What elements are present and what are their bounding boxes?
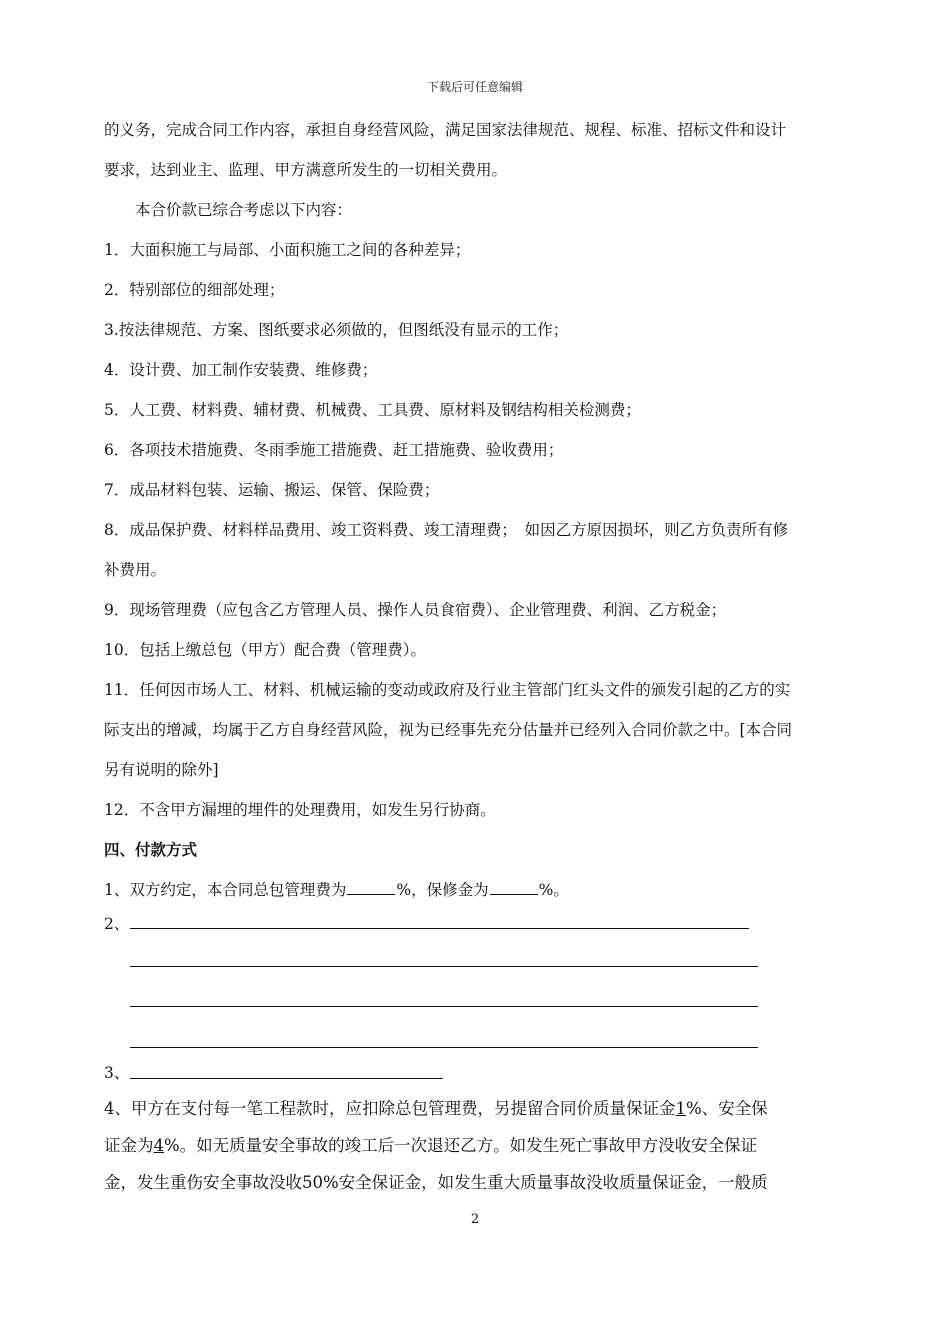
list-item-8-line-2: 补费用。 [104, 561, 167, 579]
intro-line: 本合价款已综合考虑以下内容： [135, 201, 353, 219]
list-item-12: 12．不含甲方漏埋的埋件的处理费用，如发生另行协商。 [104, 801, 496, 819]
list-item-11-line-2: 际支出的增减，均属于乙方自身经营风险，视为已经事先充分估量并已经列入合同价款之中。[本合同 [104, 721, 793, 739]
list-item-9: 9．现场管理费（应包含乙方管理人员、操作人员食宿费）、企业管理费、利润、乙方税金； [104, 601, 727, 619]
payment-clause-3-label: 3、 [104, 1064, 130, 1082]
list-item-10: 10．包括上缴总包（甲方）配合费（管理费）。 [104, 641, 426, 659]
blank-line [130, 1006, 758, 1007]
list-item-5: 5．人工费、材料费、辅材费、机械费、工具费、原材料及钢结构相关检测费； [104, 401, 641, 419]
payment-clause-2-label: 2、 [104, 915, 130, 933]
clause-text: 1、双方约定，本合同总包管理费为 [104, 881, 347, 899]
clause-text: %，保修金为 [396, 881, 489, 899]
text-line [104, 1127, 854, 1164]
list-item-8-line-1: 8．成品保护费、材料样品费用、竣工资料费、竣工清理费； 如因乙方原因损坏，则乙方负责所有修 [104, 521, 789, 539]
safety-deposit-rate: 4 [153, 1136, 164, 1155]
clause-text: %。 [538, 881, 569, 899]
quality-deposit-rate: 1 [675, 1099, 686, 1118]
body-paragraph-continuation [104, 110, 854, 910]
list-item-6: 6．各项技术措施费、冬雨季施工措施费、赶工措施费、验收费用； [104, 441, 564, 459]
clause-text: 4、甲方在支付每一笔工程款时，应扣除总包管理费，另提留合同价质量保证金 [104, 1099, 676, 1118]
text-line: 金，发生重伤安全事故没收50%安全保证金，如发生重大质量事故没收质量保证金，一般质 [104, 1173, 768, 1192]
payment-clause-1 [104, 870, 854, 910]
section-heading: 四、付款方式 [104, 840, 198, 859]
page-header: 下载后可任意编辑 [426, 80, 523, 94]
clause-text: %、安全保 [686, 1099, 768, 1118]
list-item-11-line-1: 11．任何因市场人工、材料、机械运输的变动或政府及行业主管部门红头文件的颁发引起的乙方的实 [104, 681, 791, 699]
text-line [104, 1090, 854, 1127]
blank-line [130, 928, 749, 929]
list-item-11-line-3: 另有说明的除外] [104, 761, 219, 779]
clause-text: %。如无质量安全事故的竣工后一次退还乙方。如发生死亡事故甲方没收安全保证 [164, 1136, 758, 1155]
list-item-4: 4．设计费、加工制作安装费、维修费； [104, 361, 378, 379]
text-line: 要求，达到业主、监理、甲方满意所发生的一切相关费用。 [104, 161, 508, 179]
fee-rate-blank [347, 878, 395, 895]
list-item-1: 1．大面积施工与局部、小面积施工之间的各种差异； [104, 241, 471, 259]
blank-line [130, 1078, 443, 1079]
list-item-2: 2．特别部位的细部处理； [104, 281, 285, 299]
clause-text: 证金为 [104, 1136, 154, 1155]
blank-line [130, 1047, 758, 1048]
blank-line [130, 966, 758, 967]
payment-clause-4 [104, 1090, 854, 1201]
text-line: 的义务，完成合同工作内容，承担自身经营风险，满足国家法律规范、规程、标准、招标文件和设计 [104, 121, 787, 139]
page-number: 2 [470, 1212, 480, 1227]
warranty-rate-blank [490, 878, 538, 895]
list-item-3: 3.按法律规范、方案、图纸要求必须做的，但图纸没有显示的工作； [104, 321, 569, 339]
list-item-7: 7．成品材料包装、运输、搬运、保管、保险费； [104, 481, 440, 499]
